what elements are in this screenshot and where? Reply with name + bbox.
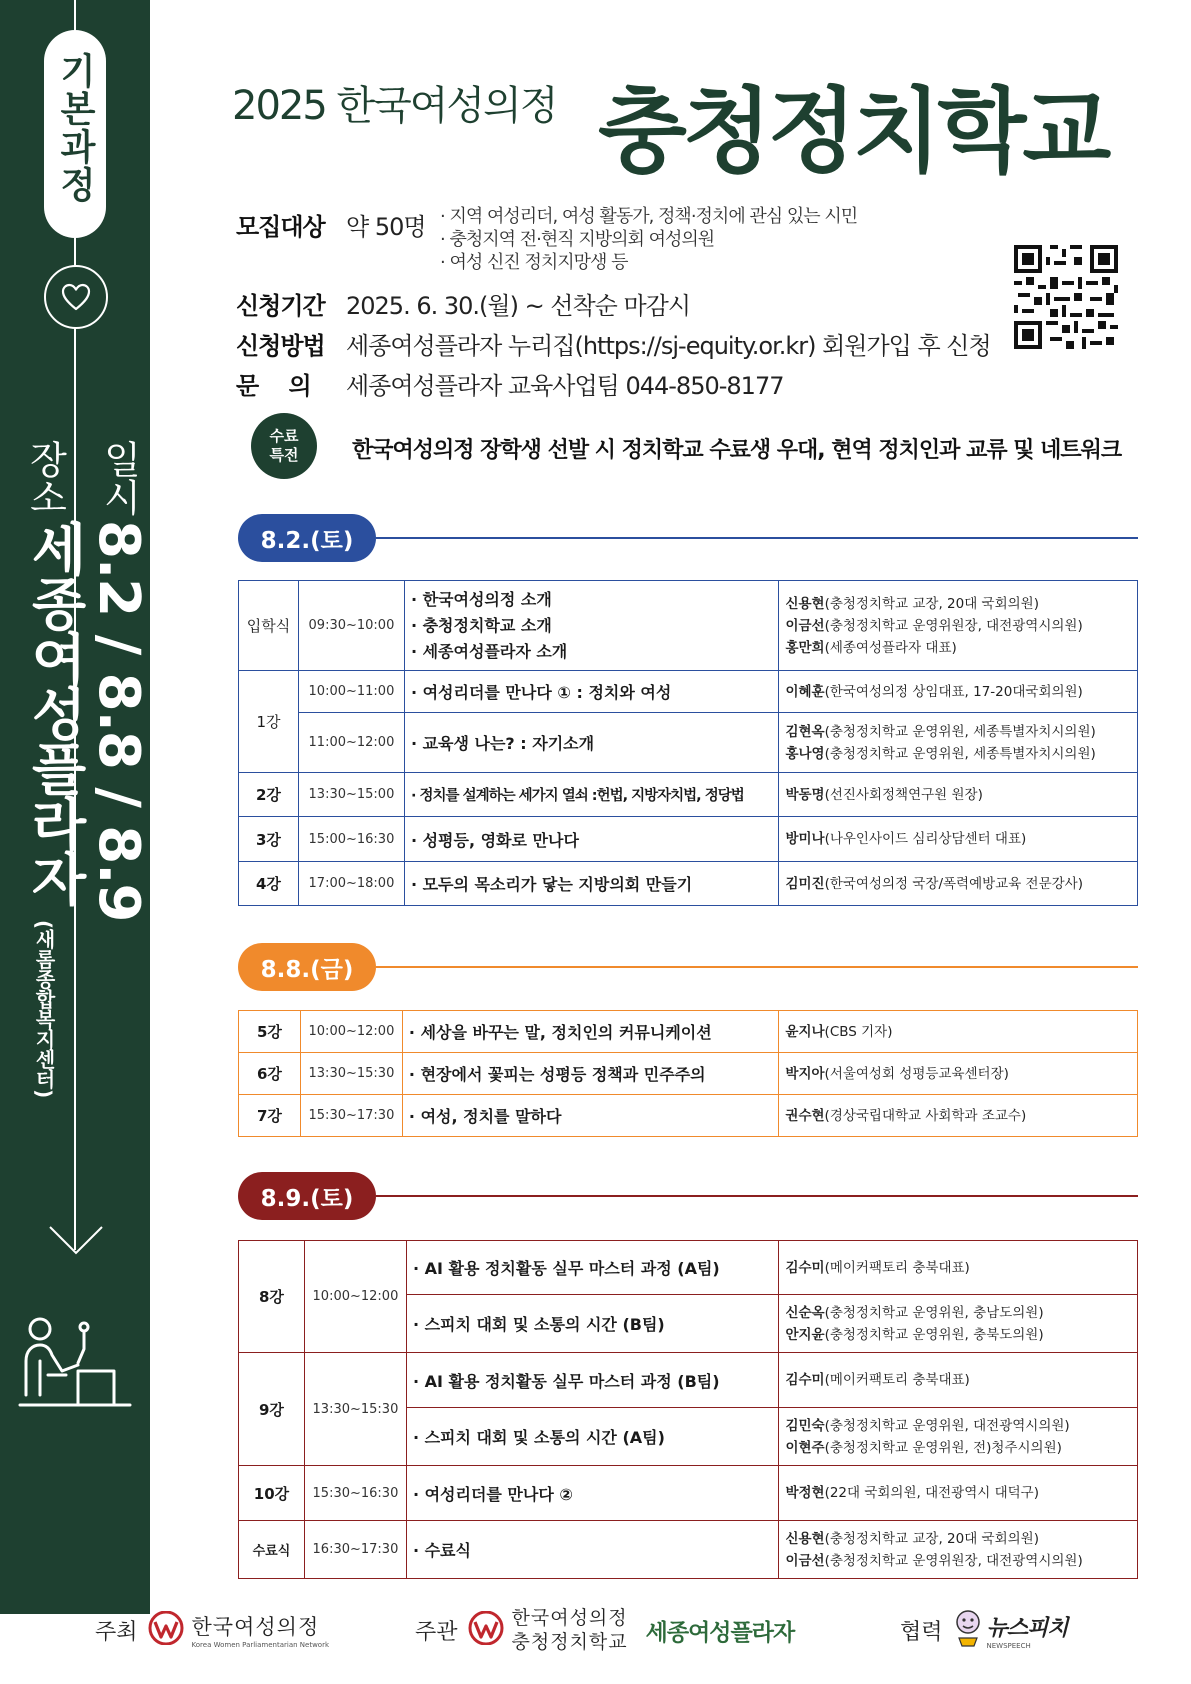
speaker-line xyxy=(785,1324,1131,1346)
speaker-name: 홍나영 xyxy=(785,745,825,762)
speaker-line xyxy=(785,637,1131,659)
speaker-line xyxy=(785,593,1131,615)
time-cell: 17:00~18:00 xyxy=(298,862,404,906)
day-divider xyxy=(376,537,1138,539)
speaker-name: 이금선 xyxy=(785,617,825,634)
table-row xyxy=(239,581,1138,671)
time-cell: 16:30~17:30 xyxy=(304,1521,406,1579)
speaker-line xyxy=(785,873,1131,895)
date-label: 일시 xyxy=(97,440,141,516)
speaker-name: 김현옥 xyxy=(785,723,825,740)
topic-cell xyxy=(404,581,779,671)
speaker-podium-icon xyxy=(18,1315,136,1415)
host-org-en: Korea Women Parliamentarian Network xyxy=(191,1641,330,1649)
speaker-cell xyxy=(779,1521,1138,1579)
speaker-role: (22대 국회의원, 대전광역시 대덕구) xyxy=(824,1485,1039,1501)
table-row xyxy=(239,817,1138,862)
event-title: 충청정치학교 xyxy=(598,78,1108,185)
speaker-name: 이혜훈 xyxy=(785,683,825,700)
table-row xyxy=(239,1241,1138,1295)
sejong-plaza-logo: 세종여성플라자 xyxy=(645,1619,795,1646)
topic-cell: · AI 활용 정치활동 실무 마스터 과정 (B팀) xyxy=(406,1353,779,1408)
arrow-down-icon xyxy=(48,1225,104,1259)
speaker-cell xyxy=(779,773,1138,817)
lecture-cell: 수료식 xyxy=(239,1521,305,1579)
speaker-line xyxy=(785,1550,1131,1572)
topic-line: · 세종여성플라자 소개 xyxy=(410,641,568,661)
speaker-line xyxy=(785,1302,1131,1324)
lecture-cell: 4강 xyxy=(239,862,299,906)
host-org-name: 한국여성의정 xyxy=(191,1615,320,1639)
time-cell: 15:30~16:30 xyxy=(304,1466,406,1521)
schedule-table-aug2 xyxy=(238,580,1138,906)
perk-badge-line: 특전 xyxy=(269,446,299,464)
organizer-org-name: 한국여성의정 xyxy=(511,1607,628,1629)
partner-org-name: 뉴스피치 xyxy=(986,1615,1068,1641)
topic-line: · 한국여성의정 소개 xyxy=(410,589,552,609)
speaker-name: 박정현 xyxy=(785,1485,825,1501)
footer-host xyxy=(95,1600,329,1660)
day-label-aug2: 8.2.(토) xyxy=(238,514,376,562)
speaker-name: 김민숙 xyxy=(785,1417,825,1434)
table-row xyxy=(239,862,1138,906)
speaker-role: (세종여성플라자 대표) xyxy=(824,639,957,656)
time-cell: 15:30~17:30 xyxy=(300,1095,402,1137)
table-row xyxy=(239,713,1138,773)
lecture-cell: 1강 xyxy=(239,671,299,773)
topic-line: · 충청정치학교 소개 xyxy=(410,615,552,635)
speaker-line xyxy=(785,681,1131,703)
speaker-name: 안지윤 xyxy=(785,1326,825,1343)
host-org xyxy=(192,1611,330,1649)
topic-cell: · 모두의 목소리가 닿는 지방의회 만들기 xyxy=(404,862,779,906)
topic-cell: · 여성리더를 만나다 ① : 정치와 여성 xyxy=(404,671,779,713)
footer-organizer xyxy=(415,1600,794,1660)
speaker-line xyxy=(785,784,1131,806)
topic-cell: · AI 활용 정치활동 실무 마스터 과정 (A팀) xyxy=(406,1241,779,1295)
lecture-cell: 5강 xyxy=(239,1011,301,1053)
lecture-cell: 10강 xyxy=(239,1466,305,1521)
table-row xyxy=(239,1521,1138,1579)
topic-cell: · 스피치 대회 및 소통의 시간 (B팀) xyxy=(406,1295,779,1353)
speaker-line xyxy=(785,615,1131,637)
speaker-cell xyxy=(779,671,1138,713)
speaker-role: (충청정치학교 운영위원장, 대전광역시의원) xyxy=(824,617,1083,634)
speaker-cell xyxy=(779,1408,1138,1466)
speaker-name: 신용현 xyxy=(785,1530,825,1547)
lecture-cell: 2강 xyxy=(239,773,299,817)
target-item: · 충청지역 전·현직 지방의회 여성의원 xyxy=(440,229,715,250)
speaker-name: 이금선 xyxy=(785,1552,825,1569)
speaker-role: (충청정치학교 운영위원, 세종특별자치시의원) xyxy=(824,723,1096,740)
time-cell: 13:30~15:30 xyxy=(300,1053,402,1095)
speaker-cell xyxy=(779,1295,1138,1353)
perk-badge-line: 수료 xyxy=(269,427,299,445)
speaker-name: 김수미 xyxy=(785,1259,825,1276)
kwpn-logo-icon xyxy=(466,1611,506,1649)
time-cell: 13:30~15:00 xyxy=(298,773,404,817)
speaker-line xyxy=(785,1063,1131,1085)
lecture-cell: 8강 xyxy=(239,1241,305,1353)
speaker-line xyxy=(785,743,1131,765)
speaker-role: (충청정치학교 교장, 20대 국회의원) xyxy=(824,595,1039,612)
time-cell: 10:00~12:00 xyxy=(304,1241,406,1353)
contact-value: 세종여성플라자 교육사업팀 044-850-8177 xyxy=(346,372,784,400)
speaker-cell xyxy=(779,1095,1138,1137)
speaker-line xyxy=(785,1528,1131,1550)
time-cell: 11:00~12:00 xyxy=(298,713,404,773)
contact-label: 문 의 xyxy=(236,372,311,400)
day-label-aug8: 8.8.(금) xyxy=(238,943,376,991)
topic-cell: · 세상을 바꾸는 말, 정치인의 커뮤니케이션 xyxy=(402,1011,779,1053)
target-label: 모집대상 xyxy=(236,213,325,241)
time-cell: 09:30~10:00 xyxy=(298,581,404,671)
day-label-aug9: 8.9.(토) xyxy=(238,1172,376,1220)
speaker-line xyxy=(785,1437,1131,1459)
schedule-table-aug8 xyxy=(238,1010,1138,1137)
partner-org xyxy=(987,1611,1068,1650)
speaker-role: (선진사회정책연구원 원장) xyxy=(824,786,983,803)
speaker-name: 이현주 xyxy=(785,1439,825,1456)
partner-label: 협력 xyxy=(900,1619,943,1645)
table-row xyxy=(239,671,1138,713)
speaker-role: (충청정치학교 운영위원, 대전광역시의원) xyxy=(824,1417,1070,1434)
speaker-name: 권수현 xyxy=(785,1107,825,1124)
speaker-cell xyxy=(779,1466,1138,1521)
speaker-name: 박지아 xyxy=(785,1065,825,1082)
speaker-role: (충청정치학교 운영위원장, 대전광역시의원) xyxy=(824,1552,1083,1569)
table-row xyxy=(239,1466,1138,1521)
perk-badge xyxy=(251,413,317,479)
speaker-name: 김수미 xyxy=(785,1372,825,1388)
qr-code[interactable] xyxy=(1014,245,1118,349)
speaker-role: (충청정치학교 운영위원, 충남도의원) xyxy=(824,1304,1044,1321)
speaker-cell xyxy=(779,1011,1138,1053)
speaker-role: (한국여성의정 국장/폭력예방교육 전문강사) xyxy=(824,875,1083,892)
place-label: 장소 xyxy=(23,440,67,516)
speaker-cell xyxy=(779,862,1138,906)
speaker-name: 신순옥 xyxy=(785,1304,825,1321)
topic-cell: · 정치를 설계하는 세가지 열쇠 :헌법, 지방자치법, 정당법 xyxy=(404,773,779,817)
speaker-name: 방미나 xyxy=(785,831,825,847)
event-subtitle: 2025 한국여성의정 xyxy=(232,83,557,129)
target-list xyxy=(440,205,857,274)
speaker-role: (메이커팩토리 충북대표) xyxy=(824,1259,970,1276)
target-item: · 여성 신진 정치지망생 등 xyxy=(440,252,628,273)
speaker-cell xyxy=(779,581,1138,671)
speaker-role: (메이커팩토리 충북대표) xyxy=(824,1372,970,1388)
speaker-name: 홍만희 xyxy=(785,639,825,656)
speaker-name: 신용현 xyxy=(785,595,825,612)
target-count: 약 50명 xyxy=(346,213,426,241)
sidebar xyxy=(0,0,150,1614)
speaker-line xyxy=(785,1482,1131,1504)
speaker-line xyxy=(785,1415,1131,1437)
schedule-table-aug9 xyxy=(238,1240,1138,1579)
period-label: 신청기간 xyxy=(236,292,325,320)
speaker-cell xyxy=(779,713,1138,773)
speaker-role: (충청정치학교 운영위원, 충북도의원) xyxy=(824,1326,1044,1343)
speaker-role: (충청정치학교 운영위원, 세종특별자치시의원) xyxy=(824,745,1096,762)
speaker-line xyxy=(785,1369,1131,1391)
footer-partner xyxy=(900,1600,1068,1660)
topic-cell: · 여성리더를 만나다 ② xyxy=(406,1466,779,1521)
table-row xyxy=(239,1095,1138,1137)
period-value: 2025. 6. 30.(월) ~ 선착순 마감시 xyxy=(346,292,691,320)
speaker-line xyxy=(785,828,1131,850)
lecture-cell: 9강 xyxy=(239,1353,305,1466)
course-dates: 8.2 / 8.8 / 8.9 xyxy=(86,520,151,922)
speaker-role: (충청정치학교 교장, 20대 국회의원) xyxy=(824,1530,1039,1547)
topic-cell: · 스피치 대회 및 소통의 시간 (A팀) xyxy=(406,1408,779,1466)
host-label: 주최 xyxy=(95,1619,138,1645)
course-label: 기본과정 xyxy=(54,52,96,204)
speaker-role: (나우인사이드 심리상담센터 대표) xyxy=(824,831,1027,847)
kwpn-logo-icon xyxy=(146,1611,186,1649)
topic-cell: · 여성, 정치를 말하다 xyxy=(402,1095,779,1137)
speaker-name: 김미진 xyxy=(785,875,825,892)
lecture-cell: 6강 xyxy=(239,1053,301,1095)
speaker-line xyxy=(785,1257,1131,1279)
organizer-org xyxy=(512,1606,628,1654)
time-cell: 15:00~16:30 xyxy=(298,817,404,862)
time-cell: 10:00~11:00 xyxy=(298,671,404,713)
organizer-label: 주관 xyxy=(415,1619,458,1645)
speaker-line xyxy=(785,721,1131,743)
table-row xyxy=(239,773,1138,817)
table-row xyxy=(239,1353,1138,1408)
speaker-name: 윤지나 xyxy=(785,1023,825,1040)
speaker-cell xyxy=(779,817,1138,862)
table-row xyxy=(239,1053,1138,1095)
speaker-role: (충청정치학교 운영위원, 전)청주시의원) xyxy=(824,1439,1062,1456)
perk-text: 한국여성의정 장학생 선발 시 정치학교 수료생 우대, 현역 정치인과 교류 및 네트워크 xyxy=(352,438,1122,463)
lecture-cell: 3강 xyxy=(239,817,299,862)
speaker-role: (한국여성의정 상임대표, 17-20대국회의원) xyxy=(824,683,1083,700)
heart-icon xyxy=(44,265,108,329)
speaker-cell xyxy=(779,1241,1138,1295)
speaker-role: (CBS 기자) xyxy=(824,1023,893,1040)
speaker-role: (서울여성회 성평등교육센터장) xyxy=(824,1065,1009,1082)
speaker-line xyxy=(785,1105,1131,1127)
organizer-org-name: 충청정치학교 xyxy=(511,1631,628,1653)
table-row xyxy=(239,1011,1138,1053)
day-divider xyxy=(376,966,1138,968)
time-cell: 13:30~15:30 xyxy=(304,1353,406,1466)
course-place: 세종여성플라자 xyxy=(22,520,87,905)
method-value[interactable]: 세종여성플라자 누리집(https://sj-equity.or.kr) 회원가입 후 신청 xyxy=(346,332,991,360)
topic-cell: · 수료식 xyxy=(406,1521,779,1579)
target-item: · 지역 여성리더, 여성 활동가, 정책·정치에 관심 있는 시민 xyxy=(440,206,858,227)
speaker-cell xyxy=(779,1353,1138,1408)
course-place-sub: (새롬종합복지센터) xyxy=(32,920,56,1099)
speaker-role: (경상국립대학교 사회학과 조교수) xyxy=(824,1107,1027,1124)
speaker-name: 박동명 xyxy=(785,786,825,803)
day-divider xyxy=(376,1195,1138,1197)
speaker-line xyxy=(785,1021,1131,1043)
lecture-cell: 7강 xyxy=(239,1095,301,1137)
topic-cell: · 현장에서 꽃피는 성평등 정책과 민주주의 xyxy=(402,1053,779,1095)
speaker-cell xyxy=(779,1053,1138,1095)
partner-org-en: NEWSPEECH xyxy=(986,1641,1031,1650)
time-cell: 10:00~12:00 xyxy=(300,1011,402,1053)
topic-cell: · 성평등, 영화로 만나다 xyxy=(404,817,779,862)
method-label: 신청방법 xyxy=(236,332,325,360)
newspeech-mascot-icon xyxy=(951,1608,985,1652)
lecture-cell: 입학식 xyxy=(239,581,299,671)
topic-cell: · 교육생 나는? : 자기소개 xyxy=(404,713,779,773)
